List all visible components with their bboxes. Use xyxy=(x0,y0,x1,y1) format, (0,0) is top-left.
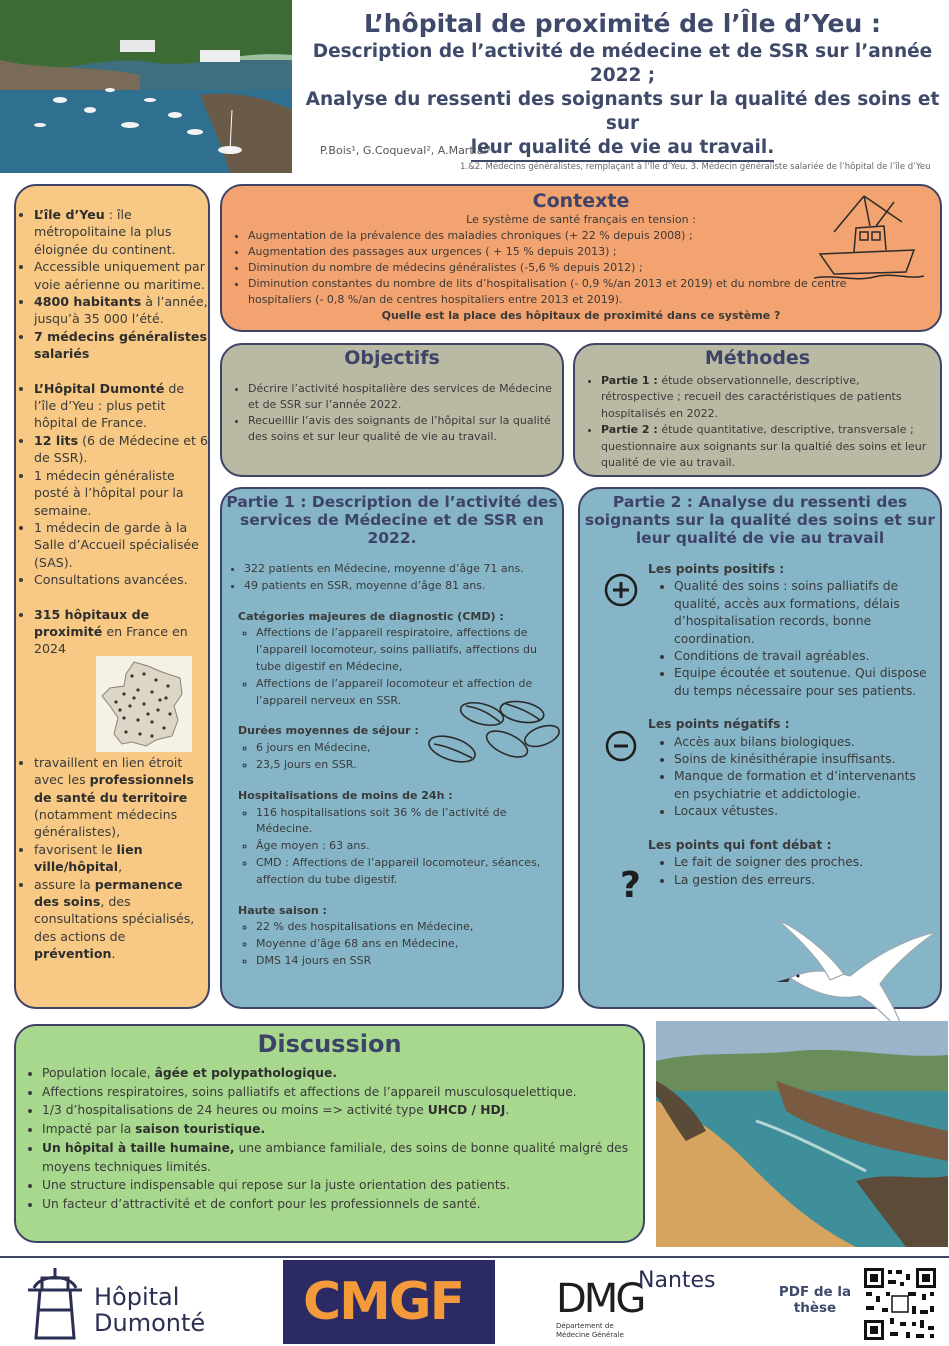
positive-item: • Equipe écoutée et soutenue. Qui dispose du temps nécessaire pour ses patients. xyxy=(674,665,934,700)
hospital-fact-bold: 12 lits xyxy=(34,432,79,448)
h24-item: ◦ CMD : Affections de l’appareil locomoteur, séances, affection du tube digestif. xyxy=(256,855,556,889)
fishing-boat-illustration xyxy=(814,192,924,282)
island-facts-panel xyxy=(14,184,210,1009)
cmd-item: ◦ Affections de l’appareil respiratoire, affections de l’appareil locomoteur, soins palliatifs, affections du tube digestif en Médecine, xyxy=(256,625,556,675)
discussion-item xyxy=(42,1064,633,1083)
dmg-letters: DMG xyxy=(556,1276,644,1322)
plus-icon xyxy=(604,573,638,607)
island-fact xyxy=(34,328,208,363)
discussion-item xyxy=(42,1139,633,1176)
dms-item: ◦ 6 jours en Médecine, xyxy=(256,740,556,757)
hospital-fact-text: Consultations avancées. xyxy=(34,572,188,588)
island-fact xyxy=(34,293,208,328)
discussion-list xyxy=(24,1064,633,1214)
negative-item: • Accès aux bilans biologiques. xyxy=(674,734,934,751)
poster-title xyxy=(300,8,945,160)
methods-list xyxy=(583,373,930,471)
proximity-role-bold: prévention xyxy=(34,946,112,962)
proximity-fact-bold: 315 hôpitaux de proximité xyxy=(34,606,150,639)
objective-item: • Décrire l’activité hospitalière des services de Médecine et de SSR sur l’année 2022. xyxy=(248,381,552,413)
objectives-list xyxy=(230,381,552,445)
context-title: Contexte xyxy=(532,190,630,212)
method-item-bold: Partie 2 : xyxy=(601,423,658,437)
lighthouse-logo xyxy=(20,1264,90,1340)
island-fact-text: Accessible uniquement par voie aérienne ou maritime. xyxy=(34,259,205,292)
discussion-item-text: Un facteur d’attractivité et de confort pour les professionnels de santé. xyxy=(42,1196,481,1211)
cmd-item: ◦ Affections de l’appareil locomoteur et affection de l’appareil nerveux en SSR. xyxy=(256,676,556,710)
island-fact xyxy=(34,206,208,258)
method-item-text: étude observationnelle, descriptive, rétrospective ; recueil des caractéristiques de patients hospitalisés en 2022. xyxy=(601,374,902,420)
proximity-role-bold: permanence des soins xyxy=(34,876,183,909)
discussion-item-text: . xyxy=(505,1103,510,1118)
hospital-fact-text: 1 médecin de garde à la Salle d’Accueil spécialisée (SAS). xyxy=(34,519,199,570)
method-item-bold: Partie 1 : xyxy=(601,374,658,387)
context-panel xyxy=(220,184,942,332)
title-line-4: leur qualité de vie au travail. xyxy=(300,136,945,160)
context-list xyxy=(230,228,908,308)
context-item: • Augmentation des passages aux urgences ( + 15 % depuis 2013) ; xyxy=(248,244,908,260)
question-mark-icon xyxy=(616,865,650,905)
discussion-item-text: Une structure indispensable qui repose sur la juste orientation des patients. xyxy=(42,1178,510,1193)
part2-title: Partie 2 : Analyse du ressenti des soignants sur la qualité des soins et sur leur qualité de vie au travail xyxy=(584,493,936,547)
context-intro: Le système de santé français en tension : xyxy=(466,213,696,226)
hospital-logo-line2: Dumonté xyxy=(94,1309,206,1337)
proximity-role-text: (notamment médecins généralistes), xyxy=(34,806,178,840)
proximity-fact-text: en France en 2024 xyxy=(34,623,188,657)
negative-item: • Soins de kinésithérapie insuffisants. xyxy=(674,751,934,768)
negative-list xyxy=(656,734,934,821)
pdf-label-line1: PDF de la xyxy=(778,1284,852,1300)
positive-item: • Qualité des soins : soins palliatifs de qualité, accès aux formations, délais d’hospitalisation records, bonne coordination. xyxy=(674,578,934,648)
methods-panel xyxy=(573,343,942,477)
proximity-role-text: , xyxy=(118,859,123,875)
discussion-item-text: une ambiance familiale, des soins de bonne qualité malgré des moyens techniques limités. xyxy=(42,1140,629,1174)
hospital-fact xyxy=(34,380,208,432)
context-question: Quelle est la place des hôpitaux de proximité dans ce système ? xyxy=(381,309,781,322)
part1-title: Partie 1 : Description de l’activité des services de Médecine et de SSR en 2022. xyxy=(226,493,558,547)
discussion-panel xyxy=(14,1024,645,1243)
proximity-role xyxy=(34,841,208,876)
authors: P.Bois¹, G.Coqueval², A.Martial³ xyxy=(320,144,491,157)
part1-intro-list xyxy=(226,561,556,595)
discussion-item-bold: UHCD / HDJ xyxy=(427,1103,506,1118)
context-item: • Augmentation de la prévalence des maladies chroniques (+ 22 % depuis 2008) ; xyxy=(248,228,908,244)
positive-list xyxy=(656,578,934,700)
method-item xyxy=(601,373,930,422)
dmg-sub2: Médecine Générale xyxy=(556,1331,624,1339)
cmd-heading: Catégories majeures de diagnostic (CMD) : xyxy=(238,609,504,623)
hospital-fact xyxy=(34,519,208,571)
discussion-item xyxy=(42,1195,633,1214)
dmg-city: Nantes xyxy=(638,1268,716,1293)
minus-icon xyxy=(604,729,638,763)
hospital-fact-text: de l’île d’Yeu : plus petit hôpital de France. xyxy=(34,380,185,431)
title-line-1: L’hôpital de proximité de l’Île d’Yeu : xyxy=(364,9,881,38)
positive-item: • Conditions de travail agréables. xyxy=(674,648,934,665)
context-item: • Diminution constantes du nombre de lits d’hospitalisation (- 0,9 %/an 2013 et 2019) et du nombre de centre hospitaliers (- 0,8 %/an de centres hospitaliers entre 2013 et 2019). xyxy=(248,276,908,308)
island-fact-bold: 4800 habitants xyxy=(34,294,142,310)
discussion-title: Discussion xyxy=(257,1030,402,1058)
proximity-role-text: travaillent en lien étroit avec les xyxy=(34,754,183,788)
debate-list xyxy=(656,854,934,889)
h24-item: ◦ 116 hospitalisations soit 36 % de l’activité de Médecine. xyxy=(256,805,556,839)
island-fact-text: : île métropolitaine la plus éloignée du continent. xyxy=(34,207,176,257)
negative-heading: Les points négatifs : xyxy=(648,717,790,732)
discussion-item-text: Affections respiratoires, soins palliatifs et affections de l’appareil musculosquelettique. xyxy=(42,1084,577,1099)
hospital-fact xyxy=(34,432,208,467)
proximity-role xyxy=(34,876,208,963)
season-list xyxy=(238,919,556,969)
svg-text:?: ? xyxy=(620,865,641,905)
debate-heading: Les points qui font débat : xyxy=(648,837,832,852)
method-item xyxy=(601,422,930,471)
h24-heading: Hospitalisations de moins de 24h : xyxy=(238,788,453,802)
island-fact xyxy=(34,258,208,293)
island-fact-bold: 7 médecins généralistes salariés xyxy=(34,328,207,362)
objectives-title: Objectifs xyxy=(344,347,440,369)
negative-item: • Manque de formation et d’intervenants en psychiatrie et addictologie. xyxy=(674,768,934,803)
footer xyxy=(0,1256,949,1344)
proximity-role xyxy=(34,754,208,841)
debate-item: • Le fait de soigner des proches. xyxy=(674,854,934,871)
qr-code[interactable] xyxy=(862,1266,938,1342)
context-item: • Diminution du nombre de médecins généralistes (-5,6 % depuis 2012) ; xyxy=(248,260,908,276)
cmgf-logo xyxy=(283,1260,495,1344)
affiliations: 1.&2. Médecins généralistes, remplaçant à l’île d’Yeu. 3. Médecin généraliste salariée de l’hôpital de l’île d’Yeu xyxy=(460,162,931,172)
proximity-role-text: . xyxy=(111,946,116,962)
season-item: ◦ Moyenne d’âge 68 ans en Médecine, xyxy=(256,936,556,953)
hospital-logo-line1: Hôpital xyxy=(94,1283,180,1311)
proximity-fact xyxy=(34,606,208,658)
discussion-item-bold: Un hôpital à taille humaine, xyxy=(42,1140,235,1155)
proximity-role-bold: lien ville/hôpital xyxy=(34,841,143,875)
h24-list xyxy=(238,805,556,889)
island-fact-bold: L’île d’Yeu xyxy=(34,207,105,222)
harbor-photo xyxy=(0,0,292,173)
objective-item: • Recueillir l’avis des soignants de l’hôpital sur la qualité des soins et sur leur qualité de vie au travail. xyxy=(248,413,552,445)
title-line-2: Description de l’activité de médecine et de SSR sur l’année 2022 ; xyxy=(312,41,933,86)
cmgf-logo-text: CMGF xyxy=(303,1272,464,1332)
dmg-nantes-logo xyxy=(556,1268,726,1342)
methods-title: Méthodes xyxy=(704,347,811,369)
discussion-item-bold: saison touristique. xyxy=(135,1122,266,1137)
hospital-fact-bold: L’Hôpital Dumonté xyxy=(34,380,165,396)
proximity-role-bold: professionnels de santé du territoire xyxy=(34,772,194,805)
dms-heading: Durées moyennes de séjour : xyxy=(238,724,419,738)
objectives-panel xyxy=(220,343,564,477)
proximity-list xyxy=(16,606,208,658)
part1-intro-item: • 322 patients en Médecine, moyenne d’âge 71 ans. xyxy=(244,561,556,578)
discussion-item-text: Population locale, xyxy=(42,1066,155,1080)
part1-panel xyxy=(220,487,564,1009)
discussion-item-bold: âgée et polypathologique. xyxy=(154,1066,338,1080)
discussion-item-text: Impacté par la xyxy=(42,1122,136,1137)
pdf-label-line2: thèse xyxy=(793,1300,837,1316)
proximity-role-text: favorisent le xyxy=(34,841,117,857)
island-list xyxy=(16,206,208,363)
title-line-3: Analyse du ressenti des soignants sur la qualité des soins et sur xyxy=(305,89,940,134)
island-fact-text: à l’année, jusqu’à 35 000 l’été. xyxy=(34,294,208,327)
france-map xyxy=(96,656,192,752)
part1-intro-item: • 49 patients en SSR, moyenne d’âge 81 ans. xyxy=(244,578,556,595)
discussion-item xyxy=(42,1120,633,1139)
proximity-roles-list xyxy=(16,754,208,963)
hospital-logo-text xyxy=(94,1284,205,1336)
discussion-item xyxy=(42,1176,633,1195)
hospital-fact xyxy=(34,571,208,588)
positive-heading: Les points positifs : xyxy=(648,562,785,576)
mussels-illustration xyxy=(422,694,562,774)
season-item: ◦ DMS 14 jours en SSR xyxy=(256,953,556,970)
hospital-fact-text: 1 médecin généraliste posté à l’hôpital pour la semaine. xyxy=(34,467,184,518)
discussion-item xyxy=(42,1101,633,1120)
dms-item: ◦ 23,5 jours en SSR. xyxy=(256,757,556,774)
proximity-role-text: , des consultations spécialisés, des actions de xyxy=(34,894,195,944)
debate-item: • La gestion des erreurs. xyxy=(674,872,934,889)
hospital-fact xyxy=(34,467,208,519)
pdf-label xyxy=(772,1284,858,1316)
method-item-text: étude quantitative, descriptive, transversale ; questionnaire aux soignants sur la qualtié des soins et leur qualité de vie au travail. xyxy=(601,423,927,470)
hospital-list xyxy=(16,380,208,589)
beach-photo xyxy=(656,1021,948,1247)
negative-item: • Locaux vétustes. xyxy=(674,803,934,820)
season-heading: Haute saison : xyxy=(238,903,327,917)
dmg-sub1: Département de xyxy=(556,1322,614,1330)
discussion-item-text: 1/3 d’hospitalisations de 24 heures ou moins => activité type xyxy=(42,1103,428,1118)
proximity-role-text: assure la xyxy=(34,876,95,892)
discussion-item xyxy=(42,1083,633,1102)
season-item: ◦ 22 % des hospitalisations en Médecine, xyxy=(256,919,556,936)
hospital-fact-text: (6 de Médecine et 6 de SSR). xyxy=(34,432,208,466)
h24-item: ◦ Âge moyen : 63 ans. xyxy=(256,838,556,855)
